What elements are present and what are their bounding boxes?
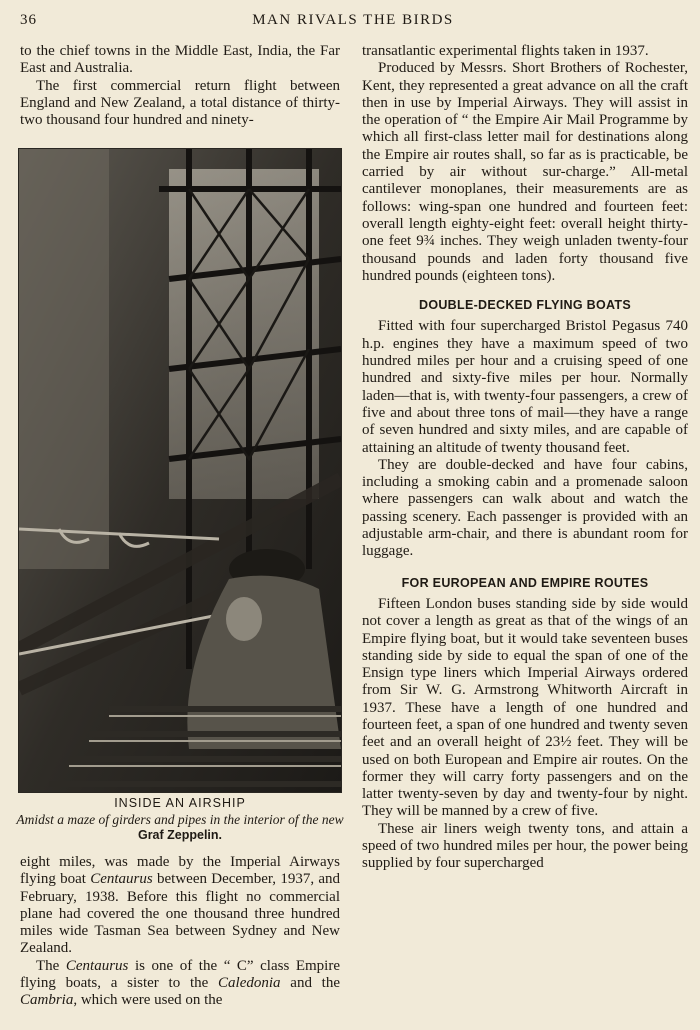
section-heading: FOR EUROPEAN AND EMPIRE ROUTES <box>401 575 649 590</box>
page-header <box>20 8 686 32</box>
paragraph: to the chief towns in the Middle East, India, the Far East and Australia. <box>20 43 340 77</box>
paragraph: They are double-decked and have four cabins, including a smoking cabin and a promenade saloon where passengers can walk about and watch the passing scenery. Each passenger is provided with an adjustable arm-chair, and there is abundant room for luggage. <box>362 456 688 560</box>
paragraph: The first commercial return flight between England and New Zealand, a total distance of thirty-two thousand four hundred and ninety- <box>20 77 340 129</box>
paragraph: eight miles, was made by the Imperial Airways flying boat Centaurus between December, 1937, and February, 1938. Before this flight no commercial plane had covered the one thousand three hundred miles wide Tasman Sea between Sydney and New Zealand. <box>20 854 341 957</box>
paragraph: transatlantic experimental flights taken in 1937. <box>362 43 649 59</box>
page-number: 36 <box>20 12 37 28</box>
caption-ship-name: Graf Zeppelin. <box>137 828 223 842</box>
right-column <box>362 43 688 873</box>
paragraph: These air liners weigh twenty tons, and attain a speed of two hundred miles per hour, the power being supplied by four supercharged <box>362 820 688 872</box>
running-head: MAN RIVALS THE BIRDS <box>252 12 454 28</box>
photo-illustration <box>19 149 341 792</box>
airship-interior-photo <box>18 148 342 793</box>
caption-title: INSIDE AN AIRSHIP <box>114 796 246 810</box>
paragraph: The Centaurus is one of the “ C” class Empire flying boats, a sister to the Caledonia and the Cambria, which were used on the <box>20 957 341 1009</box>
paragraph: Fifteen London buses standing side by side would not cover a length as great as that of the wings of an Empire flying boat, but it would take seventeen buses standing side by side to equal the span of one of the Ensign type liners which Imperial Airways ordered from Sir W. G. Armstrong Whitworth Aircraft in 1937. These have a length of one hundred and fourteen feet, a span of one hundred and twenty seven feet and an overall height of 23½ feet. They will be used on both European and Empire air routes. On the former they will carry forty passengers and on the latter twenty-seven by day and twenty-four by night. They will be manned by a crew of five. <box>362 595 688 820</box>
figure-caption <box>16 796 344 844</box>
caption-description: Amidst a maze of girders and pipes in the interior of the new <box>16 811 344 827</box>
left-column-bottom <box>20 854 340 1010</box>
caption-text <box>16 812 344 844</box>
paragraph: Produced by Messrs. Short Brothers of Rochester, Kent, they represented a great advance on all the craft then in use by Imperial Airways. They will assist in the operation of “ the Empire Air Mail Programme by which all first-class letter mail for destinations along the Empire air routes shall, so far as is practicable, be carried by air without sur-charge.” All-metal cantilever monoplanes, their measurements are as follows: wing-span one hundred and fourteen feet: overall length eighty-eight feet: overall height thirty-one feet 9¾ inches. They weigh unladen twenty-four thousand pounds and laden forty thousand five hundred pounds (eighteen tons). <box>362 60 688 284</box>
section-heading: DOUBLE-DECKED FLYING BOATS <box>419 298 631 313</box>
paragraph: Fitted with four supercharged Bristol Pegasus 740 h.p. engines they have a maximum speed of two hundred miles per hour and a cruising speed of one hundred and sixty-five miles per hour. Normally laden—that is, with twenty-four passengers, a crew of five and about three tons of mail—they have a range of seven hundred and sixty miles, and are capable of attaining an altitude of twenty thousand feet. <box>362 318 688 456</box>
left-column-top <box>20 43 340 129</box>
